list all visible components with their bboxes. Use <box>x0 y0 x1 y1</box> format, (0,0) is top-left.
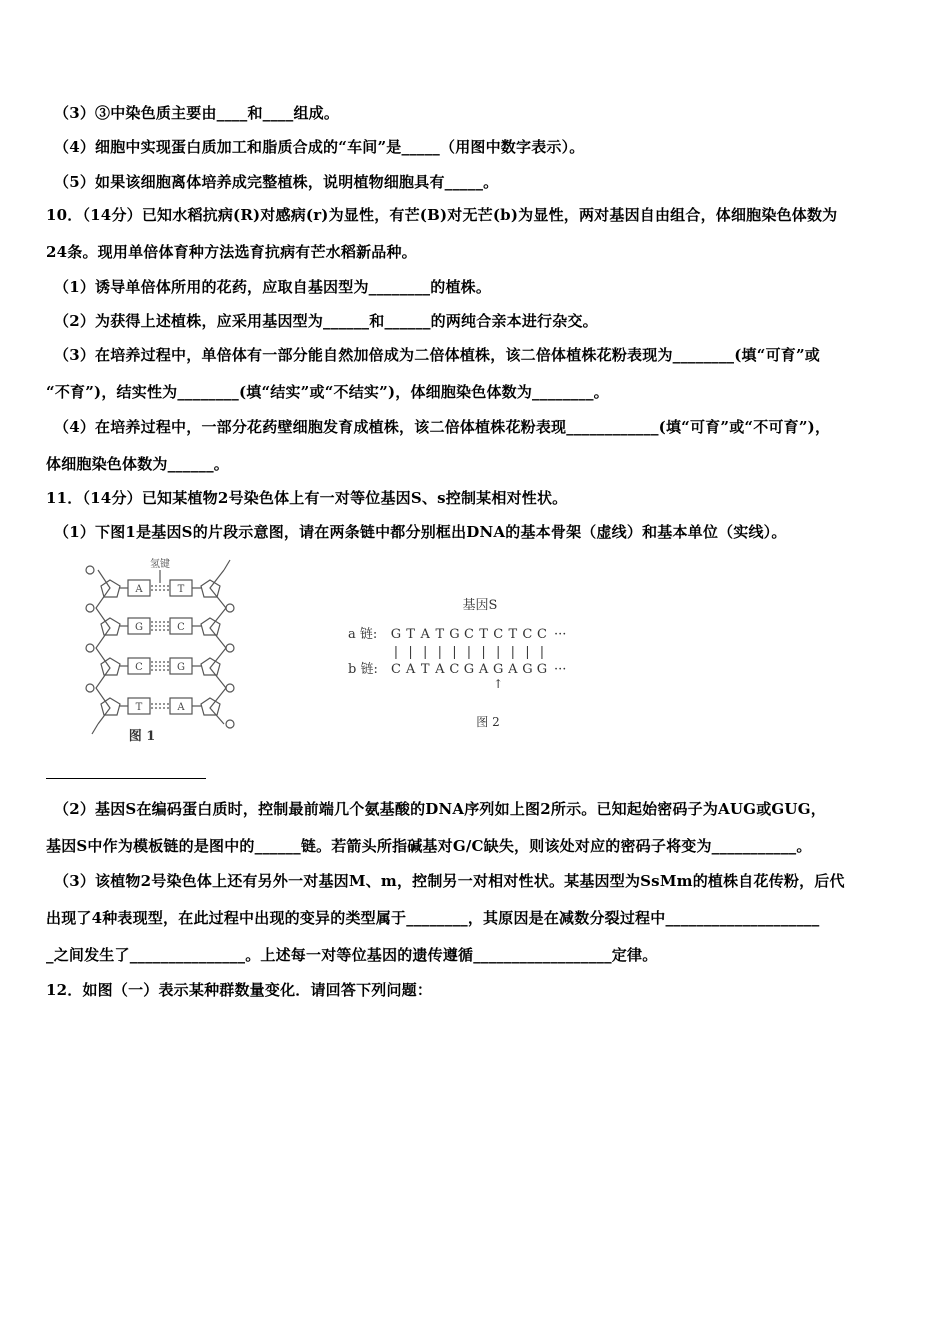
chain-b-base-9: A <box>508 662 518 677</box>
q10-part1: （1）诱导单倍体所用的花药，应取自基因型为________的植株。 <box>54 278 492 296</box>
base-left-3: C <box>135 662 143 673</box>
bond-mark-7: | <box>481 645 486 660</box>
figure-1-caption: 图 1 <box>128 729 156 744</box>
chain-b-base-5: C <box>449 662 460 677</box>
chain-a-base-10: C <box>522 627 533 642</box>
chain-a-base-5: G <box>449 627 460 642</box>
bond-mark-11: | <box>539 645 545 660</box>
q10-part4-line1: （4）在培养过程中，一部分花药壁细胞发育成植株，该二倍体植株花粉表现____________(填“可育”或“不可育”)， <box>54 418 831 436</box>
q11-part2-line2: 基因S中作为模板链的是图中的______链。若箭头所指碱基对G/C缺失，则该处对应的密码子将变为___________。 <box>46 837 812 855</box>
chain-b-ellipsis: ··· <box>554 662 567 677</box>
q9-part3: （3）③中染色质主要由____和____组成。 <box>54 104 340 122</box>
q10-part4-line2: 体细胞染色体数为______。 <box>46 455 230 473</box>
bond-mark-6: | <box>466 645 472 660</box>
chain-b-base-2: A <box>405 662 416 677</box>
chain-a-base-11: C <box>537 627 547 642</box>
q12-stem: 12．如图（一）表示某种群数量变化．请回答下列问题： <box>46 981 433 999</box>
base-left-1: A <box>135 584 143 595</box>
mutation-arrow: ↑ <box>493 677 504 691</box>
q9-part5: （5）如果该细胞离体培养成完整植株，说明植物细胞具有_____。 <box>54 173 499 191</box>
separator-rule <box>46 778 206 779</box>
base-left-2: G <box>135 622 143 633</box>
q9-part4: （4）细胞中实现蛋白质加工和脂质合成的“车间”是_____（用图中数字表示）。 <box>54 138 585 156</box>
bond-mark-9: | <box>510 645 515 660</box>
q11-part3-line1: （3）该植物2号染色体上还有另外一对基因M、m，控制另一对相对性状。某基因型为SsMm的植株自花传粉，后代 <box>54 872 845 890</box>
chain-b-base-6: G <box>463 662 475 677</box>
bond-mark-8: | <box>496 645 501 660</box>
base-left-4: T <box>135 702 143 713</box>
chain-a-sequence <box>391 627 547 642</box>
bond-mark-3: | <box>423 645 428 660</box>
q11-part1: （1）下图1是基因S的片段示意图，请在两条链中都分别框出DNA的基本骨架（虚线）和基本单位（实线）。 <box>54 523 787 541</box>
q11-part3-line2: 出现了4种表现型，在此过程中出现的变异的类型属于________，其原因是在减数分裂过程中____________________ <box>46 909 820 927</box>
base-right-1: T <box>177 584 185 595</box>
chain-a-base-4: T <box>435 627 445 642</box>
chain-a-ellipsis: ··· <box>554 627 567 642</box>
chain-a-base-3: A <box>420 627 430 642</box>
chain-a-base-6: C <box>464 627 474 642</box>
chain-a-base-9: T <box>508 627 518 642</box>
chain-b-base-8: G <box>493 662 504 677</box>
figure-1-dna-schematic <box>80 556 240 748</box>
chain-b-base-4: A <box>435 662 445 677</box>
chain-a-base-8: C <box>493 627 504 642</box>
gene-s-title: 基因S <box>462 598 498 613</box>
chain-bond-marks <box>394 645 544 660</box>
q10-stem-line2: 24条。现用单倍体育种方法选育抗病有芒水稻新品种。 <box>46 243 417 261</box>
chain-b-base-7: A <box>478 662 489 677</box>
chain-a-base-1: G <box>390 627 402 642</box>
bond-mark-2: | <box>408 645 413 660</box>
base-right-3: G <box>177 662 185 673</box>
chain-b-base-11: G <box>536 662 548 677</box>
chain-a-base-2: T <box>406 627 415 642</box>
figure-2-gene-sequence <box>340 594 590 734</box>
bond-mark-5: | <box>452 645 457 660</box>
bond-mark-1: | <box>393 645 399 660</box>
q10-part3-line2: “不育”)，结实性为________(填“结实”或“不结实”)，体细胞染色体数为________。 <box>46 383 609 401</box>
q10-part2: （2）为获得上述植株，应采用基因型为______和______的两纯合亲本进行杂交。 <box>54 312 598 330</box>
chain-b-sequence <box>391 662 547 677</box>
bond-mark-10: | <box>525 645 530 660</box>
q10-part3-line1: （3）在培养过程中，单倍体有一部分能自然加倍成为二倍体植株，该二倍体植株花粉表现为________(填“可育”或 <box>54 346 820 364</box>
figure-2-caption: 图 2 <box>476 715 500 729</box>
chain-b-base-3: T <box>420 662 430 677</box>
chain-b-base-1: C <box>391 662 401 677</box>
base-right-2: C <box>177 622 185 633</box>
chain-a-base-7: T <box>479 627 488 642</box>
bond-mark-4: | <box>437 645 442 660</box>
q11-part2-line1: （2）基因S在编码蛋白质时，控制最前端几个氨基酸的DNA序列如上图2所示。已知起始密码子为AUG或GUG， <box>54 800 826 818</box>
hbond-label: 氢键 <box>150 559 170 570</box>
chain-b-base-10: G <box>522 662 533 677</box>
base-right-4: A <box>177 702 185 713</box>
q10-stem-line1: 10．（14分）已知水稻抗病(R)对感病(r)为显性，有芒(B)对无芒(b)为显性，两对基因自由组合，体细胞染色体数为 <box>46 206 838 224</box>
q11-stem: 11．（14分）已知某植物2号染色体上有一对等位基因S、s控制某相对性状。 <box>46 489 568 507</box>
chain-b-label: b 链: <box>348 662 378 677</box>
q11-part3-line3: _之间发生了_______________。上述每一对等位基因的遗传遵循__________________定律。 <box>46 946 658 964</box>
chain-a-label: a 链: <box>348 627 378 642</box>
